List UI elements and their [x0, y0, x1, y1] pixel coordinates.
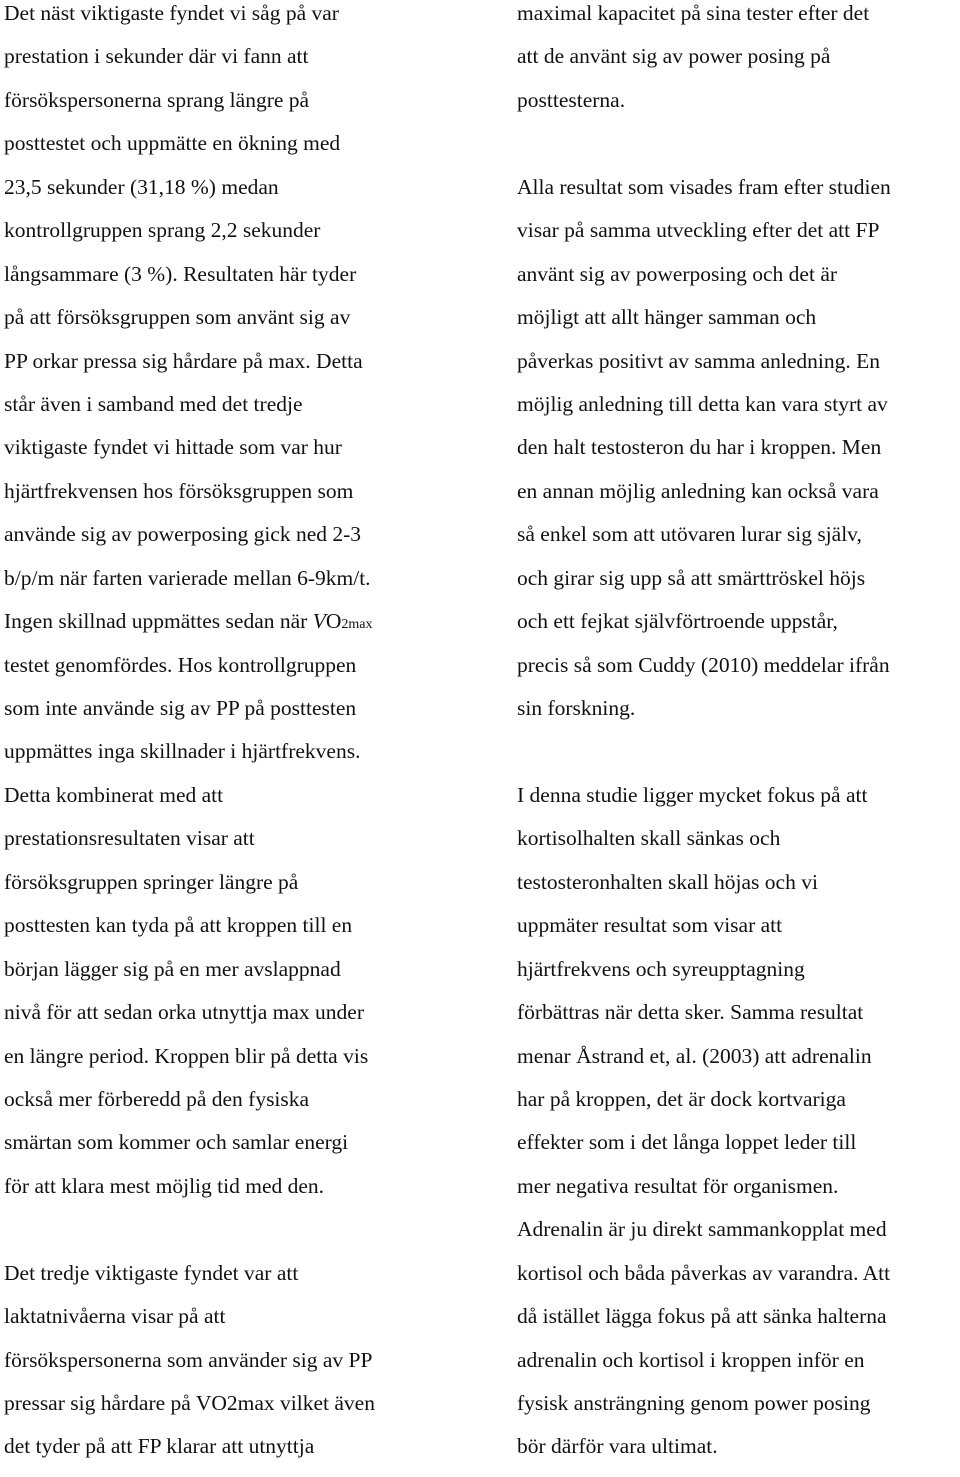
- text-line: Detta kombinerat med att: [4, 782, 224, 807]
- text-line: testet genomfördes. Hos kontrollgruppen: [4, 652, 357, 677]
- text-line: pressar sig hårdare på VO2max vilket även: [4, 1391, 375, 1415]
- text-line: maximal kapacitet på sina tester efter det: [517, 1, 870, 25]
- text-line: 23,5 sekunder (31,18 %) medan: [4, 174, 279, 199]
- text-line: Adrenalin är ju direkt sammankopplat med: [517, 1217, 887, 1242]
- text-line: b/p/m när farten varierade mellan 6-9km/t.: [4, 565, 371, 590]
- text-line: posttesterna.: [517, 87, 626, 112]
- vo2max-symbol: [313, 609, 373, 633]
- text-line: hjärtfrekvensen hos försöksgruppen som: [4, 478, 354, 503]
- text-line: prestationsresultaten visar att: [4, 826, 255, 851]
- text-line: Det näst viktigaste fyndet vi såg på var: [4, 1, 339, 25]
- text-line: testosteronhalten skall höjas och vi: [517, 869, 818, 894]
- text-line: kortisol och båda påverkas av varandra. Att: [517, 1260, 891, 1285]
- text-line: I denna studie ligger mycket fokus på att: [517, 782, 868, 807]
- paragraph-gap: [517, 130, 960, 173]
- left-column: [4, 0, 464, 1477]
- text-line: smärtan som kommer och samlar energi: [4, 1130, 349, 1155]
- text-line: och girar sig upp så att smärttröskel höjs: [517, 565, 866, 590]
- text-line: fysisk ansträngning genom power posing: [517, 1391, 871, 1415]
- text-line-vo2max: [4, 608, 464, 651]
- text-line: använde sig av powerposing gick ned 2-3: [4, 522, 362, 547]
- right-column: [517, 0, 960, 1477]
- text-line: början lägger sig på en mer avslappnad: [4, 956, 341, 981]
- text-line: försökspersonerna sprang längre på: [4, 87, 310, 112]
- text-line: posttesten kan tyda på att kroppen till en: [4, 913, 353, 938]
- text-line: hjärtfrekvens och syreupptagning: [517, 956, 805, 981]
- text-line: det tyder på att FP klarar att utnyttja: [4, 1434, 315, 1459]
- text-line: kontrollgruppen sprang 2,2 sekunder: [4, 218, 321, 243]
- text-line: viktigaste fyndet vi hittade som var hur: [4, 435, 342, 460]
- text-line: använt sig av powerposing och det är: [517, 261, 838, 286]
- text-line: så enkel som att utövaren lurar sig själv,: [517, 522, 862, 547]
- text-line: för att klara mest möjlig tid med den.: [4, 1173, 325, 1198]
- vo2-v: V: [312, 609, 326, 634]
- text-line: Det tredje viktigaste fyndet var att: [4, 1260, 299, 1285]
- text-line: som inte använde sig av PP på posttesten: [4, 696, 357, 720]
- text-line: försökspersonerna som använder sig av PP: [4, 1347, 373, 1372]
- text-line: också mer förberedd på den fysiska: [4, 1086, 310, 1111]
- text-line: försöksgruppen springer längre på: [4, 869, 299, 894]
- text-line: kortisolhalten skall sänkas och: [517, 826, 781, 851]
- text-line: långsammare (3 %). Resultaten här tyder: [4, 261, 357, 286]
- text-line: uppmättes inga skillnader i hjärtfrekvens.: [4, 739, 361, 764]
- text-line: och ett fejkat självförtroende uppstår,: [517, 609, 838, 634]
- vo2-o: O: [325, 609, 342, 634]
- text-line: visar på samma utveckling efter det att FP: [517, 218, 880, 243]
- text-line: PP orkar pressa sig hårdare på max. Detta: [4, 348, 363, 373]
- paragraph-gap: [4, 1216, 464, 1259]
- text-line: bör därför vara ultimat.: [517, 1434, 718, 1459]
- text-line: Alla resultat som visades fram efter studien: [517, 174, 891, 199]
- text-line: då istället lägga fokus på att sänka halterna: [517, 1304, 887, 1329]
- text-line: en annan möjlig anledning kan också vara: [517, 478, 879, 503]
- text-line: står även i samband med det tredje: [4, 391, 303, 416]
- text-line: mer negativa resultat för organismen.: [517, 1173, 839, 1198]
- text-line: effekter som i det långa loppet leder till: [517, 1130, 857, 1155]
- text-line: möjligt att allt hänger samman och: [517, 305, 817, 330]
- text-line: en längre period. Kroppen blir på detta vis: [4, 1043, 369, 1068]
- text-line: den halt testosteron du har i kroppen. Men: [517, 435, 882, 460]
- text-line: nivå för att sedan orka utnyttja max under: [4, 1000, 365, 1025]
- text-line: att de använt sig av power posing på: [517, 44, 831, 69]
- text-line: prestation i sekunder där vi fann att: [4, 44, 309, 69]
- text-fragment: Ingen skillnad uppmättes sedan när: [4, 609, 313, 634]
- text-line: möjlig anledning till detta kan vara styrt av: [517, 391, 888, 416]
- text-line: menar Åstrand et, al. (2003) att adrenalin: [517, 1043, 872, 1068]
- vo2-sub: 2max: [341, 617, 373, 633]
- text-line: posttestet och uppmätte en ökning med: [4, 131, 341, 156]
- text-line: precis så som Cuddy (2010) meddelar ifrån: [517, 652, 890, 677]
- text-line: har på kroppen, det är dock kortvariga: [517, 1086, 846, 1111]
- text-line: laktatnivåerna visar på att: [4, 1304, 226, 1329]
- text-line: på att försöksgruppen som använt sig av: [4, 305, 351, 330]
- text-line: påverkas positivt av samma anledning. En: [517, 348, 881, 373]
- text-line: förbättras när detta sker. Samma resultat: [517, 1000, 864, 1025]
- text-line: adrenalin och kortisol i kroppen inför en: [517, 1347, 865, 1372]
- text-line: sin forskning.: [517, 696, 636, 720]
- paragraph-gap: [517, 738, 960, 781]
- text-line: uppmäter resultat som visar att: [517, 913, 783, 938]
